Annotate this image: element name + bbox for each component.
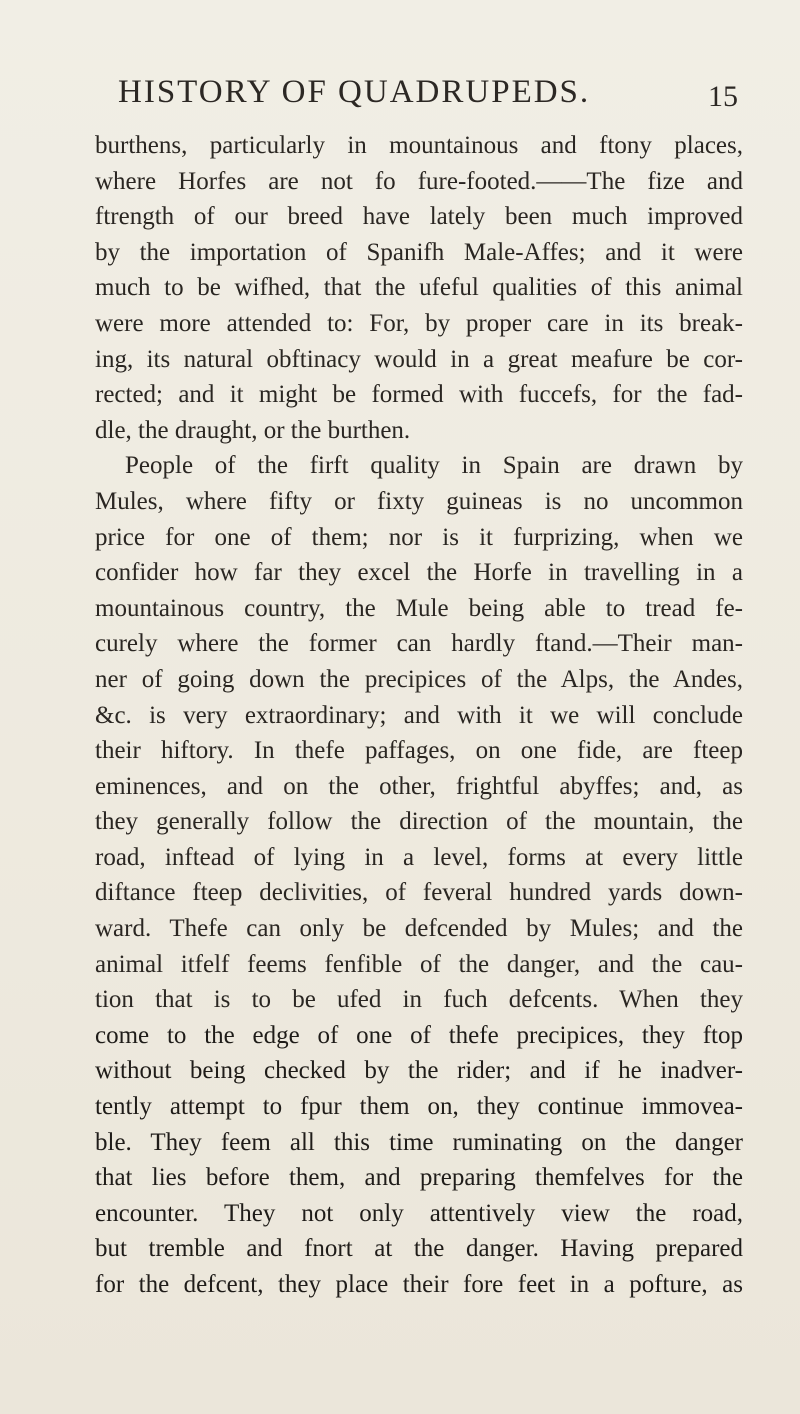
text-line: ble. They feem all this time ruminating on the danger <box>95 1128 743 1156</box>
text-line: People of the firft quality in Spain are drawn by <box>125 452 743 480</box>
text-line: much to be wifhed, that the ufeful qualities of this animal <box>95 274 743 302</box>
text-line: their hiftory. In thefe paffages, on one fide, are fteep <box>95 737 743 765</box>
text-line: diftance fteep declivities, of feveral hundred yards down- <box>95 879 743 907</box>
text-line: mountainous country, the Mule being able to tread fe- <box>95 594 743 622</box>
text-line: come to the edge of one of thefe precipices, they ftop <box>95 1021 743 1049</box>
paragraph <box>95 128 743 448</box>
text-line: price for one of them; nor is it furprizing, when we <box>95 523 743 551</box>
text-line: were more attended to: For, by proper care in its break- <box>95 309 743 337</box>
text-line: by the importation of Spanifh Male-Affes; and it were <box>95 238 743 266</box>
text-line: they generally follow the direction of the mountain, the <box>95 808 743 836</box>
text-line: burthens, particularly in mountainous and ftony places, <box>95 132 743 159</box>
text-line: &c. is very extraordinary; and with it we will conclude <box>95 701 743 729</box>
text-line: tion that is to be ufed in fuch defcents. When they <box>95 986 743 1014</box>
text-line: ftrength of our breed have lately been much improved <box>95 203 743 231</box>
body-text <box>95 128 743 1303</box>
text-line: curely where the former can hardly ftand.—Their man- <box>95 630 743 658</box>
text-line: that lies before them, and preparing themfelves for the <box>95 1164 743 1192</box>
text-line: without being checked by the rider; and if he inadver- <box>95 1057 743 1085</box>
running-header <box>118 74 738 118</box>
text-line: for the defcent, they place their fore feet in a pofture, as <box>95 1271 743 1298</box>
text-line: rected; and it might be formed with fuccefs, for the fad- <box>95 381 743 409</box>
text-line: ner of going down the precipices of the Alps, the Andes, <box>95 665 743 693</box>
text-line: road, inftead of lying in a level, forms at every little <box>95 843 743 871</box>
text-line: but tremble and fnort at the danger. Having prepared <box>95 1235 743 1263</box>
text-line: eminences, and on the other, frightful abyffes; and, as <box>95 772 743 800</box>
text-line: ing, its natural obftinacy would in a great meafure be cor- <box>95 345 743 373</box>
text-line: where Horfes are not fo fure-footed.——The fize and <box>95 167 743 195</box>
page-number: 15 <box>708 80 738 113</box>
text-line: ward. Thefe can only be defcended by Mules; and the <box>95 915 743 943</box>
running-title: HISTORY OF QUADRUPEDS. <box>118 74 591 110</box>
text-line: encounter. They not only attentively view the road, <box>95 1199 743 1227</box>
text-line: tently attempt to fpur them on, they continue immovea- <box>95 1093 743 1121</box>
text-line: dle, the draught, or the burthen. <box>95 416 411 444</box>
text-line: confider how far they excel the Horfe in travelling in a <box>95 559 743 587</box>
text-line: Mules, where fifty or fixty guineas is no uncommon <box>95 487 743 515</box>
text-line: animal itfelf feems fenfible of the danger, and the cau- <box>95 950 743 978</box>
paragraph <box>95 448 743 1302</box>
